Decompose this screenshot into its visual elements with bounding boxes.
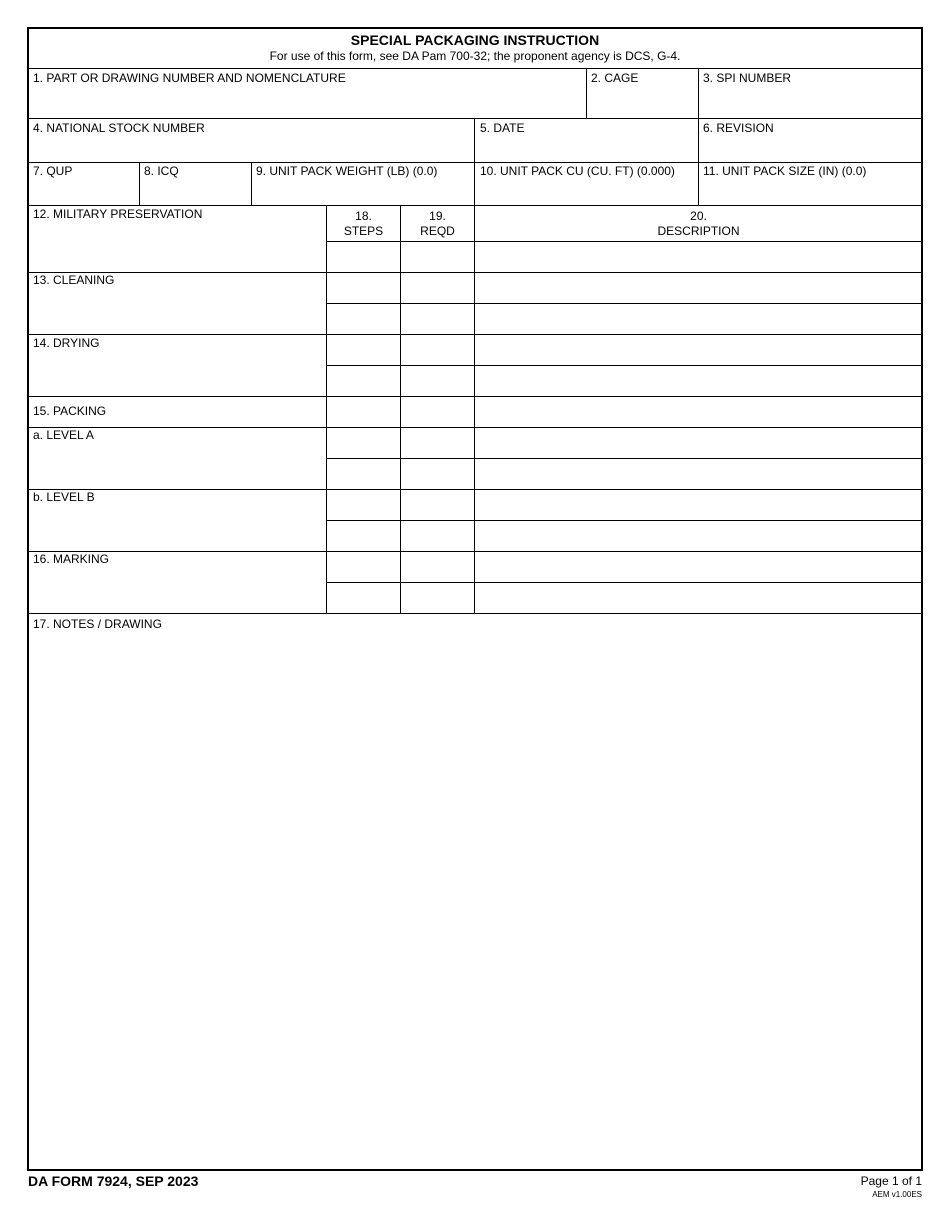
cage-input[interactable] bbox=[587, 86, 697, 117]
rule-16-bottom bbox=[28, 613, 922, 614]
field-label-unit-pack-size: 11. UNIT PACK SIZE (IN) (0.0) bbox=[703, 164, 867, 178]
form-title: SPECIAL PACKAGING INSTRUCTION bbox=[350, 32, 600, 48]
field-label-icq: 8. ICQ bbox=[144, 164, 179, 178]
rule-row2-bottom bbox=[28, 162, 922, 163]
notes-drawing-input[interactable] bbox=[29, 634, 921, 1168]
part-number-input[interactable] bbox=[29, 86, 585, 117]
form-identifier: DA FORM 7924, SEP 2023 bbox=[28, 1173, 199, 1189]
rule-15a-mid bbox=[327, 458, 922, 459]
section-label-notes-drawing: 17. NOTES / DRAWING bbox=[33, 617, 162, 631]
version-label: AEM v1.00ES bbox=[872, 1190, 922, 1199]
col-reqd-header: REQD bbox=[420, 224, 455, 238]
section-label-drying: 14. DRYING bbox=[33, 336, 100, 350]
rule-14-mid bbox=[327, 365, 922, 366]
rule-row1-bottom bbox=[28, 118, 922, 119]
field-label-nsn: 4. NATIONAL STOCK NUMBER bbox=[33, 121, 205, 135]
rule-15b-mid bbox=[327, 520, 922, 521]
icq-input[interactable] bbox=[140, 180, 250, 204]
level-a-input[interactable] bbox=[29, 444, 325, 488]
page-indicator: Page 1 of 1 bbox=[860, 1174, 922, 1188]
unit-pack-size-input[interactable] bbox=[699, 180, 921, 204]
section-label-cleaning: 13. CLEANING bbox=[33, 273, 115, 287]
rule-row3-bottom bbox=[28, 205, 922, 206]
field-label-revision: 6. REVISION bbox=[703, 121, 774, 135]
section-label-marking: 16. MARKING bbox=[33, 552, 110, 566]
col-description-header: DESCRIPTION bbox=[657, 224, 740, 238]
section-label-military-preservation: 12. MILITARY PRESERVATION bbox=[33, 207, 203, 221]
section-label-level-a: a. LEVEL A bbox=[33, 428, 94, 442]
rule-14-bottom bbox=[28, 396, 922, 397]
rule-12-bottom bbox=[28, 272, 922, 273]
vrule-reqd-left bbox=[400, 205, 401, 613]
vrule-desc-left bbox=[474, 205, 475, 613]
rule-15b-bottom bbox=[28, 551, 922, 552]
rule-15-bottom bbox=[28, 427, 922, 428]
marking-input[interactable] bbox=[29, 568, 325, 612]
col-description-number: 20. bbox=[690, 209, 707, 223]
nsn-input[interactable] bbox=[29, 136, 473, 161]
drying-input[interactable] bbox=[29, 352, 325, 395]
qup-input[interactable] bbox=[29, 180, 138, 204]
col-steps-header: STEPS bbox=[343, 224, 384, 238]
military-preservation-input[interactable] bbox=[29, 223, 325, 271]
unit-pack-weight-input[interactable] bbox=[252, 180, 473, 204]
field-label-date: 5. DATE bbox=[480, 121, 525, 135]
rule-13-bottom bbox=[28, 334, 922, 335]
revision-input[interactable] bbox=[699, 136, 921, 161]
level-b-input[interactable] bbox=[29, 506, 325, 550]
unit-pack-cube-input[interactable] bbox=[475, 180, 697, 204]
rule-header-bottom bbox=[28, 68, 922, 69]
field-label-cage: 2. CAGE bbox=[591, 71, 639, 85]
field-label-part-number: 1. PART OR DRAWING NUMBER AND NOMENCLATURE bbox=[33, 71, 346, 85]
spi-number-input[interactable] bbox=[699, 86, 921, 117]
col-steps-number: 18. bbox=[355, 209, 372, 223]
rule-13-mid bbox=[327, 303, 922, 304]
field-label-spi-number: 3. SPI NUMBER bbox=[703, 71, 792, 85]
vrule-steps-left bbox=[326, 205, 327, 613]
cleaning-input[interactable] bbox=[29, 290, 325, 333]
rule-colhead-bottom bbox=[327, 241, 922, 242]
rule-15a-bottom bbox=[28, 489, 922, 490]
field-label-unit-pack-cube: 10. UNIT PACK CU (CU. FT) (0.000) bbox=[480, 164, 675, 178]
field-label-unit-pack-weight: 9. UNIT PACK WEIGHT (LB) (0.0) bbox=[256, 164, 438, 178]
col-reqd-number: 19. bbox=[429, 209, 446, 223]
field-label-qup: 7. QUP bbox=[33, 164, 73, 178]
section-label-level-b: b. LEVEL B bbox=[33, 490, 95, 504]
section-label-packing: 15. PACKING bbox=[33, 404, 107, 418]
form-subtitle: For use of this form, see DA Pam 700-32; the proponent agency is DCS, G-4. bbox=[269, 49, 681, 63]
date-input[interactable] bbox=[475, 136, 697, 161]
rule-16-mid bbox=[327, 582, 922, 583]
